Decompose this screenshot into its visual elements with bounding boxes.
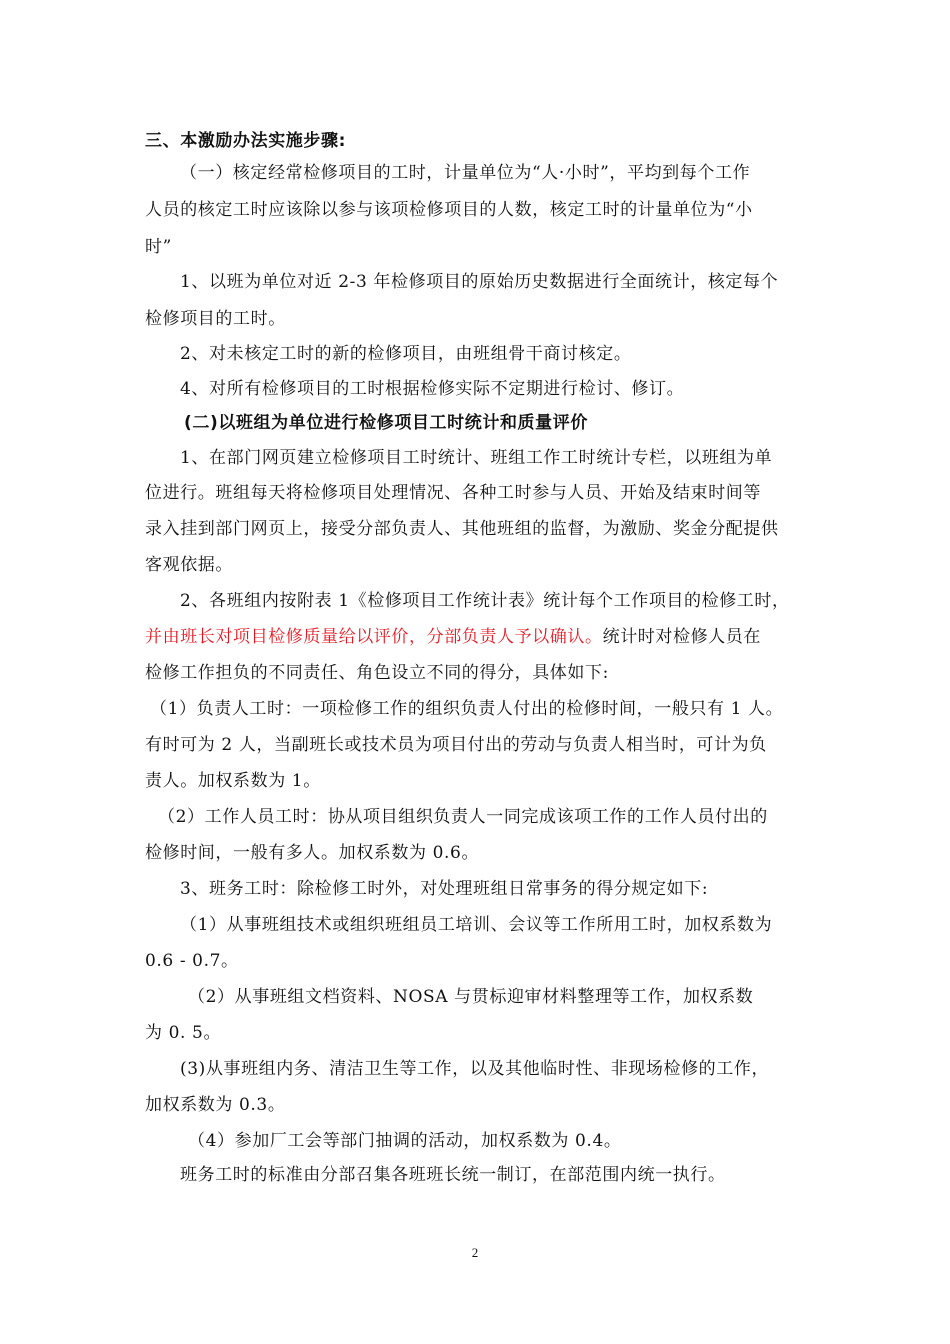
- paragraph-line: 2、各班组内按附表 1《检修项目工作统计表》统计每个工作项目的检修工时，: [180, 591, 790, 611]
- paragraph-line: （1）从事班组技术或组织班组员工培训、会议等工作所用工时，加权系数为: [180, 915, 773, 935]
- paragraph-text: 统计时对检修人员在: [602, 627, 762, 647]
- paragraph-line: 加权系数为 0.3。: [145, 1095, 286, 1115]
- paragraph-line: （2）从事班组文档资料、NOSA 与贯标迎审材料整理等工作，加权系数: [188, 987, 754, 1007]
- page-number: 2: [471, 1245, 479, 1260]
- subsection-heading-2: (二)以班组为单位进行检修项目工时统计和质量评价: [184, 413, 588, 433]
- section-heading-3: 三、本激励办法实施步骤:: [145, 131, 346, 151]
- highlighted-text: 并由班长对项目检修质量给以评价，分部负责人予以确认。: [145, 627, 603, 647]
- paragraph-line: 时”: [145, 237, 172, 257]
- paragraph-line: （4）参加厂工会等部门抽调的活动，加权系数为 0.4。: [188, 1131, 622, 1151]
- paragraph-line: （1）负责人工时：一项检修工作的组织负责人付出的检修时间，一般只有 1 人。: [150, 699, 784, 719]
- paragraph-line: 位进行。班组每天将检修项目处理情况、各种工时参与人员、开始及结束时间等: [145, 483, 761, 503]
- paragraph-line: 检修时间，一般有多人。加权系数为 0.6。: [145, 843, 480, 863]
- paragraph-line: 1、以班为单位对近 2-3 年检修项目的原始历史数据进行全面统计，核定每个: [180, 272, 779, 292]
- paragraph-line: 客观依据。: [145, 555, 233, 575]
- paragraph-line: 1、在部门网页建立检修项目工时统计、班组工作工时统计专栏，以班组为单: [180, 448, 773, 468]
- paragraph-line: (3)从事班组内务、清洁卫生等工作，以及其他临时性、非现场检修的工作，: [180, 1059, 770, 1079]
- paragraph-line: 为 0. 5。: [145, 1023, 222, 1043]
- paragraph-line: 录入挂到部门网页上，接受分部负责人、其他班组的监督，为激励、奖金分配提供: [145, 519, 779, 539]
- paragraph-line: 责人。加权系数为 1。: [145, 771, 321, 791]
- paragraph-line: 2、对未核定工时的新的检修项目，由班组骨干商讨核定。: [180, 344, 632, 364]
- paragraph-line: （2）工作人员工时：协从项目组织负责人一同完成该项工作的工作人员付出的: [158, 807, 768, 827]
- paragraph-line: 4、对所有检修项目的工时根据检修实际不定期进行检讨、修订。: [180, 379, 685, 399]
- paragraph-line: 检修工作担负的不同责任、角色设立不同的得分，具体如下:: [145, 663, 609, 683]
- paragraph-line: [145, 625, 761, 649]
- paragraph-line: 有时可为 2 人，当副班长或技术员为项目付出的劳动与负责人相当时，可计为负: [145, 735, 767, 755]
- paragraph-line: 0.6 - 0.7。: [145, 951, 239, 971]
- paragraph-line: 3、班务工时：除检修工时外，对处理班组日常事务的得分规定如下:: [180, 879, 709, 899]
- paragraph-line: 检修项目的工时。: [145, 309, 286, 329]
- paragraph-line: 班务工时的标准由分部召集各班班长统一制订，在部范围内统一执行。: [180, 1165, 726, 1185]
- paragraph-line: 人员的核定工时应该除以参与该项检修项目的人数，核定工时的计量单位为“小: [145, 200, 753, 220]
- paragraph-line: （一）核定经常检修项目的工时，计量单位为“人·小时”，平均到每个工作: [180, 163, 751, 183]
